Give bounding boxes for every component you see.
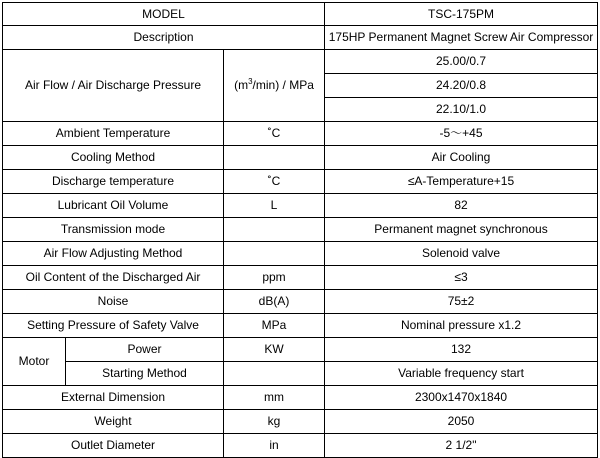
spec-label: Discharge temperature bbox=[3, 170, 224, 194]
air-flow-unit-suffix: /min) / MPa bbox=[252, 78, 314, 92]
model-value: TSC-175PM bbox=[325, 3, 598, 26]
spec-unit: ˚C bbox=[224, 122, 325, 146]
spec-rows-before-motor bbox=[3, 122, 598, 338]
spec-label: Cooling Method bbox=[3, 146, 224, 170]
motor-sub-unit: KW bbox=[224, 338, 325, 362]
spec-unit: in bbox=[224, 434, 325, 458]
spec-unit bbox=[224, 146, 325, 170]
spec-unit bbox=[224, 242, 325, 266]
spec-row bbox=[3, 290, 598, 314]
spec-unit: mm bbox=[224, 386, 325, 410]
spec-value: 82 bbox=[325, 194, 598, 218]
spec-value: ≤A-Temperature+15 bbox=[325, 170, 598, 194]
spec-row bbox=[3, 242, 598, 266]
spec-label: Weight bbox=[3, 410, 224, 434]
spec-row bbox=[3, 146, 598, 170]
spec-unit bbox=[224, 218, 325, 242]
spec-row bbox=[3, 266, 598, 290]
spec-unit: kg bbox=[224, 410, 325, 434]
spec-label: External Dimension bbox=[3, 386, 224, 410]
spec-rows-after-motor bbox=[3, 386, 598, 458]
motor-row-starting-method bbox=[3, 362, 598, 386]
spec-value: 2050 bbox=[325, 410, 598, 434]
spec-value: 2300x1470x1840 bbox=[325, 386, 598, 410]
spec-label: Transmission mode bbox=[3, 218, 224, 242]
motor-row-power bbox=[3, 338, 598, 362]
spec-value: -5～+45 bbox=[325, 122, 598, 146]
motor-sub-value: 132 bbox=[325, 338, 598, 362]
spec-unit: MPa bbox=[224, 314, 325, 338]
spec-label: Outlet Diameter bbox=[3, 434, 224, 458]
spec-value: Air Cooling bbox=[325, 146, 598, 170]
spec-value: Permanent magnet synchronous bbox=[325, 218, 598, 242]
spec-row bbox=[3, 122, 598, 146]
motor-sub-label: Starting Method bbox=[66, 362, 224, 386]
spec-value: 75±2 bbox=[325, 290, 598, 314]
spec-row bbox=[3, 194, 598, 218]
air-flow-unit-sup: 3 bbox=[248, 77, 253, 86]
air-flow-row bbox=[3, 50, 598, 74]
spec-label: Ambient Temperature bbox=[3, 122, 224, 146]
spec-value: 2 1/2" bbox=[325, 434, 598, 458]
air-flow-unit bbox=[224, 50, 325, 122]
model-label: MODEL bbox=[3, 3, 325, 26]
air-flow-unit-prefix: (m bbox=[234, 78, 249, 92]
air-flow-value: 24.20/0.8 bbox=[325, 74, 598, 98]
spec-label: Air Flow Adjusting Method bbox=[3, 242, 224, 266]
model-row bbox=[3, 3, 598, 26]
motor-group bbox=[3, 338, 598, 386]
air-flow-value: 25.00/0.7 bbox=[325, 50, 598, 74]
spec-value: Nominal pressure x1.2 bbox=[325, 314, 598, 338]
spec-value: ≤3 bbox=[325, 266, 598, 290]
description-value: 175HP Permanent Magnet Screw Air Compressor bbox=[325, 26, 598, 50]
spec-row bbox=[3, 410, 598, 434]
spec-unit: dB(A) bbox=[224, 290, 325, 314]
description-row bbox=[3, 26, 598, 50]
spec-table-body bbox=[3, 3, 598, 122]
spec-unit: ppm bbox=[224, 266, 325, 290]
spec-unit: ˚C bbox=[224, 170, 325, 194]
motor-label: Motor bbox=[3, 338, 66, 386]
spec-table bbox=[2, 2, 598, 458]
motor-sub-unit bbox=[224, 362, 325, 386]
motor-sub-label: Power bbox=[66, 338, 224, 362]
spec-value: Solenoid valve bbox=[325, 242, 598, 266]
motor-sub-value: Variable frequency start bbox=[325, 362, 598, 386]
description-label: Description bbox=[3, 26, 325, 50]
air-flow-value: 22.10/1.0 bbox=[325, 98, 598, 122]
spec-label: Lubricant Oil Volume bbox=[3, 194, 224, 218]
spec-row bbox=[3, 434, 598, 458]
spec-unit: L bbox=[224, 194, 325, 218]
spec-label: Oil Content of the Discharged Air bbox=[3, 266, 224, 290]
spec-row bbox=[3, 170, 598, 194]
spec-label: Noise bbox=[3, 290, 224, 314]
spec-row bbox=[3, 218, 598, 242]
spec-row bbox=[3, 314, 598, 338]
spec-row bbox=[3, 386, 598, 410]
spec-label: Setting Pressure of Safety Valve bbox=[3, 314, 224, 338]
air-flow-label: Air Flow / Air Discharge Pressure bbox=[3, 50, 224, 122]
